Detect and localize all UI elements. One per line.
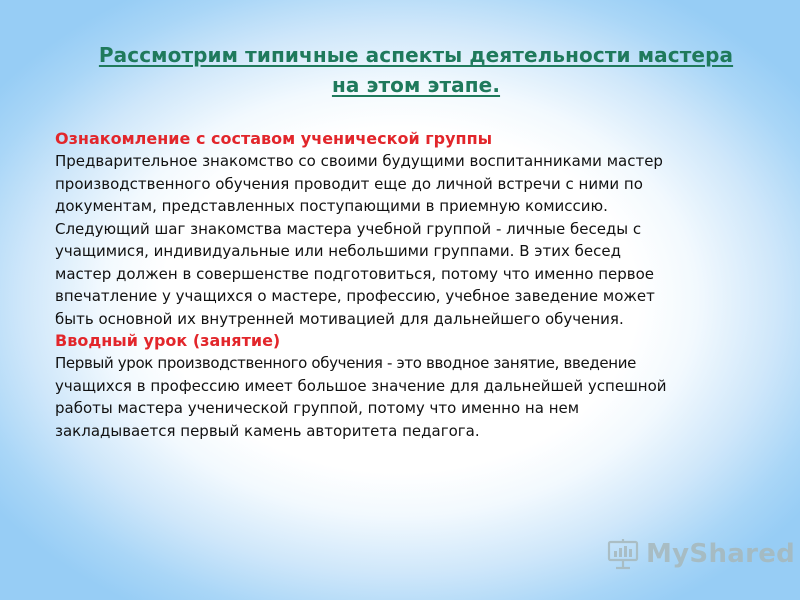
paragraph-line: закладывается первый камень авторитета педагога. <box>55 421 480 440</box>
slide-title-line-2: на этом этапе. <box>331 73 501 97</box>
paragraph-line: мастер должен в совершенстве подготовиться, потому что именно первое <box>55 264 655 283</box>
section-paragraph <box>55 352 775 442</box>
paragraph-line: документам, представленных поступающими в приемную комиссию. <box>55 197 608 215</box>
section-intro-lesson <box>55 330 775 442</box>
paragraph-line: учащимися, индивидуальные или небольшими группами. В этих бесед <box>55 242 621 260</box>
paragraph-line: учащихся в профессию имеет большое значение для дальнейшей успешной <box>55 376 667 395</box>
paragraph-line: впечатление у учащихся о мастере, профессию, учебное заведение может <box>55 287 655 305</box>
paragraph-line: Следующий шаг знакомства мастера учебной группой - личные беседы с <box>55 219 642 238</box>
paragraph-line: производственного обучения проводит еще до личной встречи с ними по <box>55 174 643 193</box>
slide-title-line-1: Рассмотрим типичные аспекты деятельности мастера <box>98 43 734 67</box>
section-group-acquaintance <box>55 128 775 330</box>
paragraph-line: Предварительное знакомство со своими будущими воспитанниками мастер <box>55 152 663 170</box>
section-heading: Вводный урок (занятие) <box>55 331 281 350</box>
watermark-brand-text: MyShared <box>646 539 796 569</box>
section-heading: Ознакомление с составом ученической группы <box>55 129 493 148</box>
paragraph-line: работы мастера ученической группой, потому что именно на нем <box>55 399 580 417</box>
section-paragraph <box>55 150 775 330</box>
slide-content <box>55 128 775 442</box>
paragraph-line: Первый урок производственного обучения - это вводное занятие, введение <box>55 354 637 372</box>
slide-title <box>40 40 792 100</box>
paragraph-line: быть основной их внутренней мотивацией для дальнейшего обучения. <box>55 309 624 328</box>
myshared-watermark <box>606 536 795 572</box>
presentation-board-icon <box>606 537 640 571</box>
